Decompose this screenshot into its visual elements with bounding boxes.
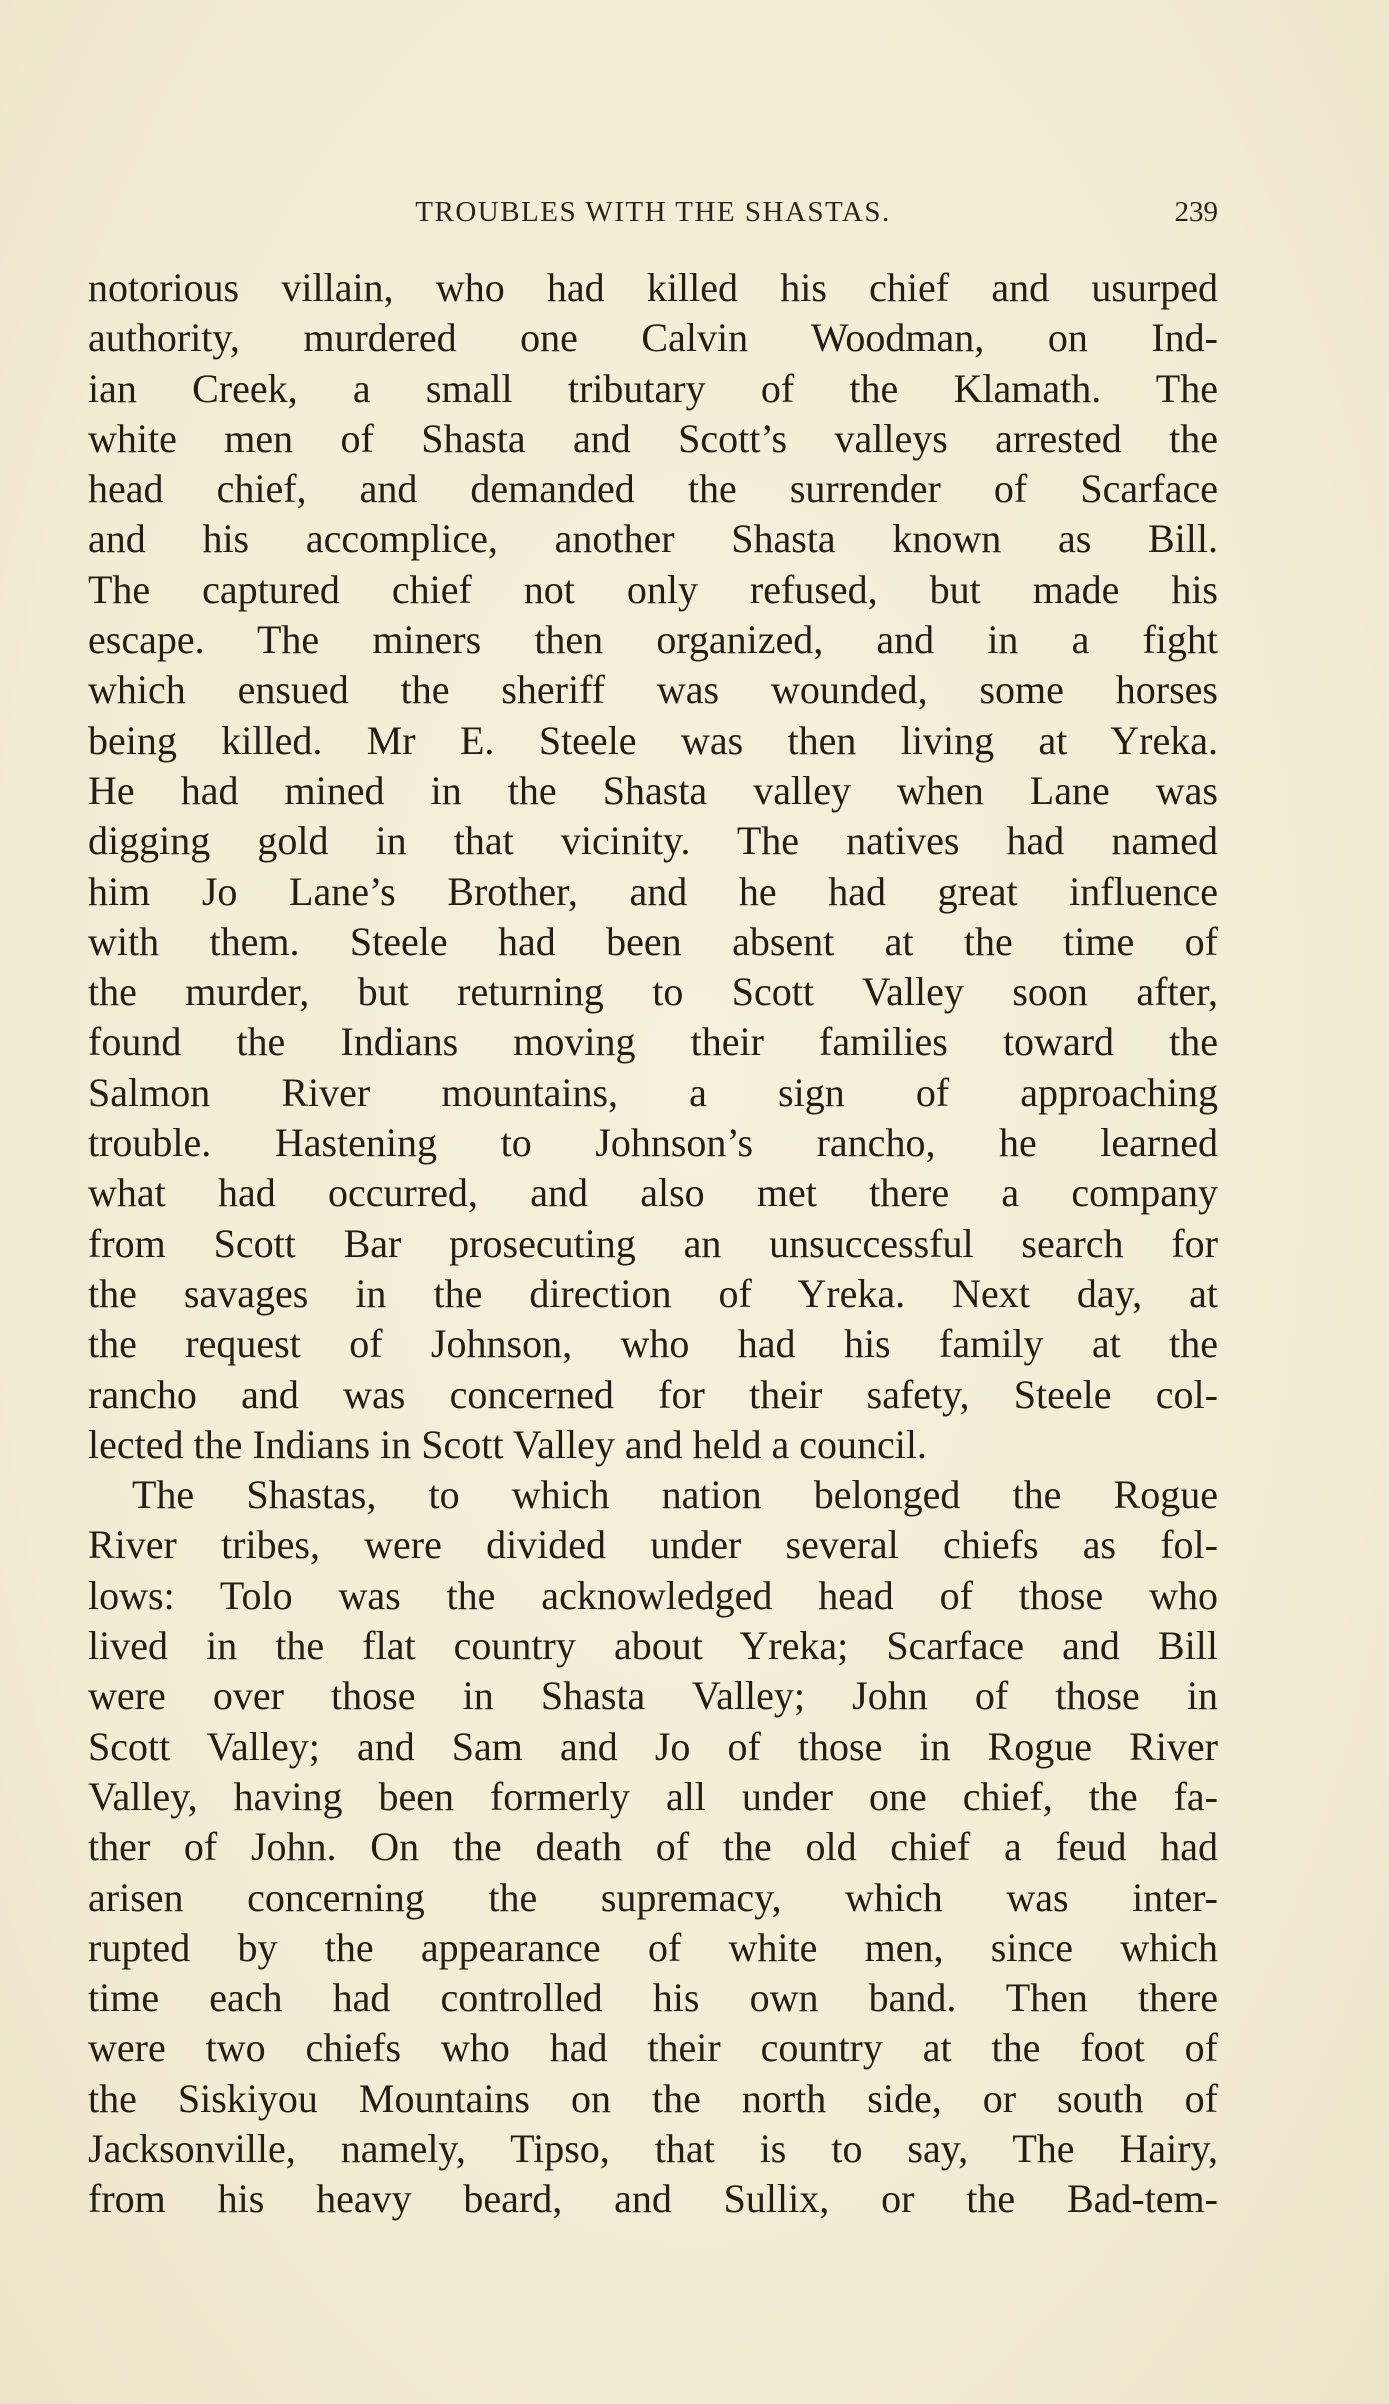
text-line: He had mined in the Shasta valley when Lane was bbox=[88, 767, 1218, 813]
text-line: arisen concerning the supremacy, which was inter- bbox=[88, 1874, 1218, 1920]
text-line: were two chiefs who had their country at the foot of bbox=[88, 2025, 1218, 2071]
text-line: ian Creek, a small tributary of the Klamath. The bbox=[88, 365, 1218, 411]
text-line: with them. Steele had been absent at the time of bbox=[88, 918, 1218, 964]
text-line: rupted by the appearance of white men, since which bbox=[88, 1924, 1218, 1970]
text-line: lected the Indians in Scott Valley and held a council. bbox=[88, 1421, 928, 1467]
text-line: notorious villain, who had killed his chief and usurped bbox=[88, 265, 1218, 310]
text-line: Scott Valley; and Sam and Jo of those in Rogue River bbox=[88, 1723, 1218, 1769]
page-header bbox=[88, 196, 1218, 236]
text-line: from Scott Bar prosecuting an unsuccessful search for bbox=[88, 1220, 1218, 1266]
text-line: from his heavy beard, and Sullix, or the Bad-tem- bbox=[88, 2176, 1218, 2222]
text-line: Valley, having been formerly all under one chief, the fa- bbox=[88, 1773, 1218, 1819]
text-line: were over those in Shasta Valley; John of those in bbox=[88, 1673, 1218, 1719]
text-line: found the Indians moving their families toward the bbox=[88, 1019, 1218, 1065]
text-line: the request of Johnson, who had his family at the bbox=[88, 1321, 1218, 1367]
body-text bbox=[88, 263, 1218, 2225]
text-line: rancho and was concerned for their safety, Steele col- bbox=[88, 1371, 1218, 1417]
text-line: Salmon River mountains, a sign of approaching bbox=[88, 1069, 1218, 1115]
text-line: River tribes, were divided under several chiefs as fol- bbox=[88, 1522, 1218, 1568]
text-line: the Siskiyou Mountains on the north side, or south of bbox=[88, 2075, 1218, 2121]
text-line: being killed. Mr E. Steele was then living at Yreka. bbox=[88, 717, 1218, 763]
text-line: him Jo Lane’s Brother, and he had great influence bbox=[88, 868, 1218, 914]
page-number: 239 bbox=[1174, 196, 1218, 228]
text-line: The captured chief not only refused, but made his bbox=[88, 566, 1218, 612]
text-line: ther of John. On the death of the old chief a feud had bbox=[88, 1824, 1218, 1870]
text-line: The Shastas, to which nation belonged the Rogue bbox=[132, 1472, 1218, 1518]
text-line: which ensued the sheriff was wounded, some horses bbox=[88, 667, 1218, 713]
text-line: the murder, but returning to Scott Valley soon after, bbox=[88, 969, 1218, 1015]
text-line: time each had controlled his own band. Then there bbox=[88, 1975, 1218, 2021]
running-head: TROUBLES WITH THE SHASTAS. bbox=[415, 196, 891, 228]
text-line: Jacksonville, namely, Tipso, that is to say, The Hairy, bbox=[88, 2125, 1218, 2171]
text-line: lived in the flat country about Yreka; Scarface and Bill bbox=[88, 1623, 1218, 1669]
text-line: what had occurred, and also met there a company bbox=[88, 1170, 1218, 1216]
text-line: trouble. Hastening to Johnson’s rancho, he learned bbox=[88, 1120, 1218, 1166]
text-line: head chief, and demanded the surrender of Scarface bbox=[88, 466, 1218, 512]
text-line: escape. The miners then organized, and in a fight bbox=[88, 617, 1218, 663]
text-line: the savages in the direction of Yreka. Next day, at bbox=[88, 1270, 1218, 1316]
text-line: authority, murdered one Calvin Woodman, on Ind- bbox=[88, 315, 1218, 361]
text-line: digging gold in that vicinity. The natives had named bbox=[88, 818, 1218, 864]
text-line: and his accomplice, another Shasta known as Bill. bbox=[88, 516, 1218, 562]
text-line: white men of Shasta and Scott’s valleys arrested the bbox=[88, 415, 1218, 461]
text-line: lows: Tolo was the acknowledged head of those who bbox=[88, 1572, 1218, 1618]
